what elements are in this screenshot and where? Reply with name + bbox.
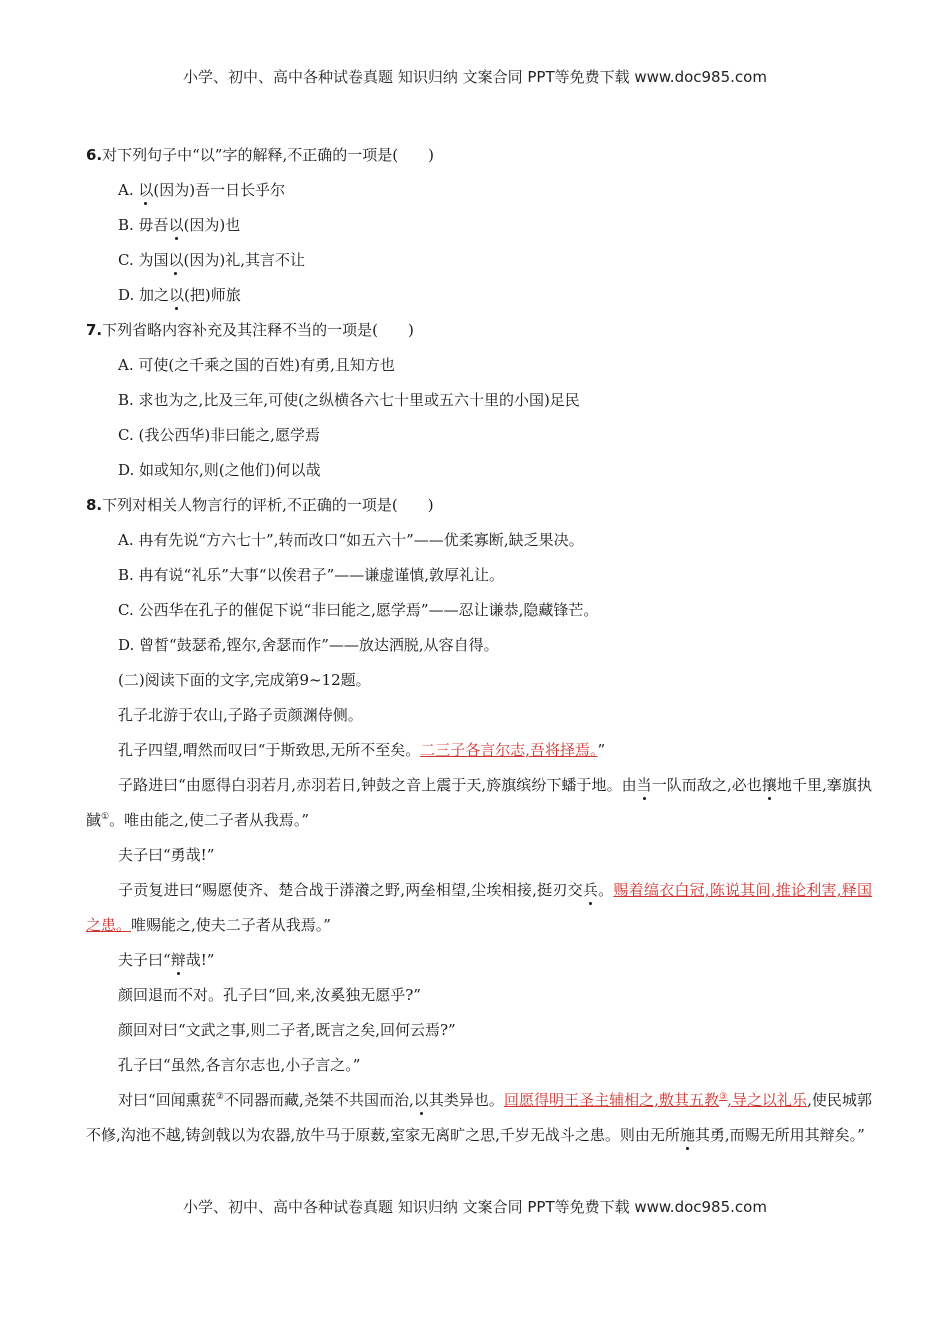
question-7-stem: 7.下列省略内容补充及其注释不当的一项是( ) bbox=[86, 321, 414, 339]
passage-paragraph-8: 颜回对曰“文武之事,则二子者,既言之矣,回何云焉?” bbox=[118, 1021, 456, 1039]
question-6-option-b: B. 毋吾以(因为)也 bbox=[118, 216, 241, 234]
passage-paragraph-9: 孔子曰“虽然,各言尔志也,小子言之。” bbox=[118, 1056, 361, 1074]
question-8-option-c: C. 公西华在孔子的催促下说“非曰能之,愿学焉”——忍让谦恭,隐藏锋芒。 bbox=[118, 601, 599, 619]
question-6-option-a: A. 以(因为)吾一日长乎尔 bbox=[118, 181, 286, 199]
highlighted-sentence: 回愿得明王圣主辅相之,敷其五教 bbox=[503, 1091, 720, 1109]
page-header: 小学、初中、高中各种试卷真题 知识归纳 文案合同 PPT等免费下载 www.doc985.com bbox=[183, 68, 767, 86]
question-7-option-b: B. 求也为之,比及三年,可使(之纵横各六七十里或五六十里的小国)足民 bbox=[118, 391, 580, 409]
highlighted-sentence: ,导之以礼乐 bbox=[727, 1091, 808, 1109]
question-6-option-d: D. 加之以(把)师旅 bbox=[118, 286, 241, 304]
question-7-option-a: A. 可使(之千乘之国的百姓)有勇,且知方也 bbox=[118, 356, 395, 374]
question-8-option-a: A. 冉有先说“方六七十”,转而改口“如五六十”——优柔寡断,缺乏果决。 bbox=[118, 531, 584, 549]
passage-paragraph-4: 夫子曰“勇哉!” bbox=[118, 846, 215, 864]
passage-paragraph-5: 子贡复进曰“赐愿使齐、楚合战于漭瀁之野,两垒相望,尘埃相接,挺刃交兵。赐着缟衣白冠,陈说其间,推论利害,释国之患。唯赐能之,使夫二子者从我焉。” bbox=[86, 881, 872, 934]
question-7-option-c: C. (我公西华)非曰能之,愿学焉 bbox=[118, 426, 320, 444]
passage-paragraph-1: 孔子北游于农山,子路子贡颜渊侍侧。 bbox=[118, 706, 363, 724]
passage-paragraph-2: 孔子四望,喟然而叹曰“于斯致思,无所不至矣。二三子各言尔志,吾将择焉。” bbox=[118, 741, 606, 759]
question-8-option-b: B. 冉有说“礼乐”大事“以俟君子”——谦虚谨慎,敦厚礼让。 bbox=[118, 566, 505, 584]
footnote-marker: ③ bbox=[719, 1092, 728, 1102]
highlighted-sentence: 赐着缟衣白冠,陈说其间,推论利害,释国之患。 bbox=[86, 881, 872, 934]
question-6-stem: 6.对下列句子中“以”字的解释,不正确的一项是( ) bbox=[86, 146, 434, 164]
question-7-option-d: D. 如或知尔,则(之他们)何以哉 bbox=[118, 461, 321, 479]
passage-paragraph-3: 子路进曰“由愿得白羽若月,赤羽若日,钟鼓之音上震于天,旍旗缤纷下蟠于地。由当一队而敌之,必也攘地千里,搴旗执馘①。唯由能之,使二子者从我焉。” bbox=[86, 776, 872, 829]
document-body bbox=[86, 138, 872, 1153]
passage-paragraph-7: 颜回退而不对。孔子曰“回,来,汝奚独无愿乎?” bbox=[118, 986, 421, 1004]
question-8-option-d: D. 曾皙“鼓瑟希,铿尔,舍瑟而作”——放达洒脱,从容自得。 bbox=[118, 636, 499, 654]
section-2-heading: (二)阅读下面的文字,完成第9~12题。 bbox=[118, 671, 371, 689]
question-6-option-c: C. 为国以(因为)礼,其言不让 bbox=[118, 251, 305, 269]
highlighted-sentence: 二三子各言尔志,吾将择焉。 bbox=[420, 741, 598, 759]
page-footer: 小学、初中、高中各种试卷真题 知识归纳 文案合同 PPT等免费下载 www.doc985.com bbox=[183, 1198, 767, 1216]
question-8-stem: 8.下列对相关人物言行的评析,不正确的一项是( ) bbox=[86, 496, 434, 514]
passage-paragraph-10: 对曰“回闻熏莸②不同器而藏,尧桀不共国而治,以其类异也。回愿得明王圣主辅相之,敷其五教③,导之以礼乐,使民城郭不修,沟池不越,铸剑戟以为农器,放牛马于原薮,室家无离旷之思,千岁无战斗之患。则由无所施其勇,而赐无所用其辩矣。” bbox=[86, 1091, 872, 1144]
footnote-marker: ② bbox=[215, 1092, 224, 1102]
passage-paragraph-6: 夫子曰“辩哉!” bbox=[118, 951, 215, 969]
footnote-marker: ① bbox=[101, 812, 110, 822]
